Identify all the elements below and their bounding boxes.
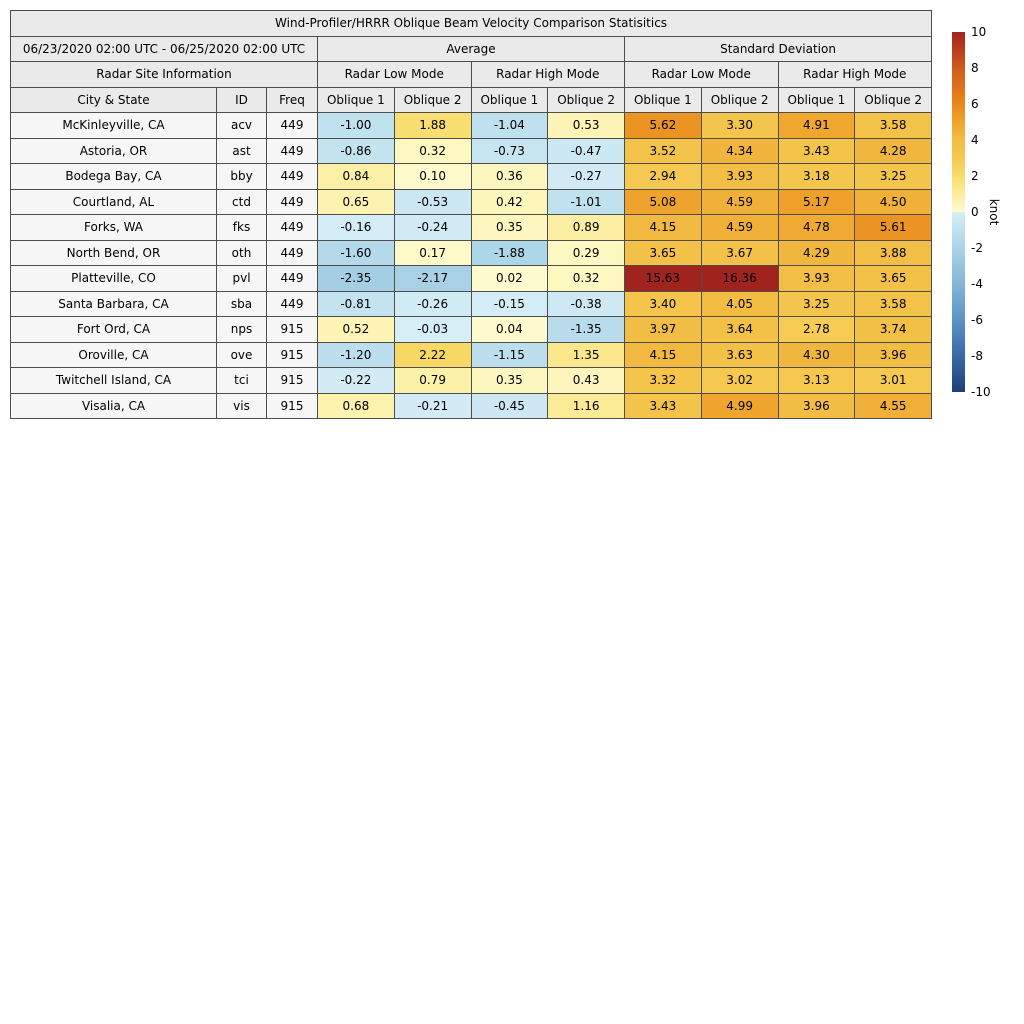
freq-cell: 449 [267,240,318,266]
value-cell: 1.88 [394,113,471,139]
colorbar-tick-label: 4 [971,133,979,147]
value-cell: 0.89 [548,215,625,241]
col-header-oblique: Oblique 1 [318,87,395,113]
value-cell: -0.26 [394,291,471,317]
colorbar [952,25,1024,399]
value-cell: 0.32 [394,138,471,164]
site-id-cell: tci [217,368,267,394]
site-id-cell: ctd [217,189,267,215]
value-cell: -1.35 [548,317,625,343]
value-cell: -0.53 [394,189,471,215]
value-cell: 3.30 [701,113,778,139]
freq-cell: 449 [267,291,318,317]
value-cell: 3.13 [778,368,855,394]
value-cell: 4.59 [701,189,778,215]
value-cell: 15.63 [625,266,702,292]
table-row [11,266,932,292]
value-cell: 3.58 [855,291,932,317]
value-cell: 1.16 [548,393,625,419]
table-row [11,317,932,343]
table-row [11,342,932,368]
value-cell: 4.05 [701,291,778,317]
city-cell: McKinleyville, CA [11,113,217,139]
value-cell: 1.35 [548,342,625,368]
city-cell: Visalia, CA [11,393,217,419]
mode-row [11,62,932,88]
city-cell: Fort Ord, CA [11,317,217,343]
value-cell: -1.00 [318,113,395,139]
value-cell: -0.24 [394,215,471,241]
table-row [11,113,932,139]
site-id-cell: bby [217,164,267,190]
value-cell: 2.22 [394,342,471,368]
site-id-cell: pvl [217,266,267,292]
site-id-cell: vis [217,393,267,419]
value-cell: 3.96 [778,393,855,419]
table-row [11,189,932,215]
value-cell: 3.32 [625,368,702,394]
value-cell: 0.53 [548,113,625,139]
freq-cell: 449 [267,138,318,164]
value-cell: 3.25 [855,164,932,190]
value-cell: 3.01 [855,368,932,394]
col-header-id: ID [217,87,267,113]
value-cell: 3.97 [625,317,702,343]
value-cell: 5.61 [855,215,932,241]
table-title: Wind-Profiler/HRRR Oblique Beam Velocity Comparison Statisitics [11,11,932,37]
value-cell: -1.88 [471,240,548,266]
section-site-info: Radar Site Information [11,62,318,88]
colorbar-tick-label: 10 [971,25,987,39]
colorbar-unit-label: knot [987,198,1001,226]
freq-cell: 449 [267,266,318,292]
col-header-freq: Freq [267,87,318,113]
value-cell: 0.17 [394,240,471,266]
city-cell: Bodega Bay, CA [11,164,217,190]
value-cell: 3.02 [701,368,778,394]
value-cell: -0.45 [471,393,548,419]
col-header-oblique: Oblique 1 [625,87,702,113]
value-cell: -1.20 [318,342,395,368]
mode-header-avg-high: Radar High Mode [471,62,625,88]
value-cell: 0.52 [318,317,395,343]
value-cell: 0.29 [548,240,625,266]
colorbar-tick-label: -8 [971,349,983,363]
freq-cell: 449 [267,164,318,190]
freq-cell: 915 [267,368,318,394]
table-row [11,138,932,164]
city-cell: Forks, WA [11,215,217,241]
value-cell: 4.29 [778,240,855,266]
value-cell: 4.91 [778,113,855,139]
value-cell: 4.15 [625,215,702,241]
value-cell: -0.73 [471,138,548,164]
col-header-oblique: Oblique 2 [548,87,625,113]
site-id-cell: acv [217,113,267,139]
value-cell: 3.52 [625,138,702,164]
value-cell: 0.79 [394,368,471,394]
city-cell: Courtland, AL [11,189,217,215]
table-row [11,393,932,419]
value-cell: -0.27 [548,164,625,190]
value-cell: -1.15 [471,342,548,368]
value-cell: 4.50 [855,189,932,215]
value-cell: 3.88 [855,240,932,266]
colorbar-tick-label: 2 [971,169,979,183]
value-cell: -0.15 [471,291,548,317]
value-cell: 3.93 [778,266,855,292]
title-row [11,11,932,37]
value-cell: 5.08 [625,189,702,215]
site-id-cell: ast [217,138,267,164]
period-cell: 06/23/2020 02:00 UTC - 06/25/2020 02:00 UTC [11,36,318,62]
col-header-oblique: Oblique 1 [471,87,548,113]
section-std-deviation: Standard Deviation [625,36,932,62]
value-cell: 4.15 [625,342,702,368]
column-header-row [11,87,932,113]
col-header-oblique: Oblique 1 [778,87,855,113]
value-cell: 3.65 [625,240,702,266]
col-header-city: City & State [11,87,217,113]
value-cell: 3.96 [855,342,932,368]
colorbar-tick-label: -6 [971,313,983,327]
value-cell: 3.18 [778,164,855,190]
value-cell: 0.10 [394,164,471,190]
city-cell: Twitchell Island, CA [11,368,217,394]
value-cell: 0.04 [471,317,548,343]
value-cell: -0.16 [318,215,395,241]
value-cell: 3.25 [778,291,855,317]
table-row [11,240,932,266]
value-cell: 4.34 [701,138,778,164]
table-row [11,164,932,190]
freq-cell: 449 [267,215,318,241]
value-cell: 3.58 [855,113,932,139]
value-cell: 3.65 [855,266,932,292]
colorbar-tick-label: -2 [971,241,983,255]
value-cell: 3.43 [778,138,855,164]
value-cell: 3.74 [855,317,932,343]
value-cell: 3.67 [701,240,778,266]
value-cell: -1.60 [318,240,395,266]
city-cell: Platteville, CO [11,266,217,292]
city-cell: Oroville, CA [11,342,217,368]
value-cell: 4.55 [855,393,932,419]
section-average: Average [318,36,625,62]
table-body [11,113,932,419]
city-cell: Astoria, OR [11,138,217,164]
value-cell: 5.17 [778,189,855,215]
site-id-cell: fks [217,215,267,241]
value-cell: 0.02 [471,266,548,292]
value-cell: 4.30 [778,342,855,368]
colorbar-tick-label: 8 [971,61,979,75]
colorbar-tick-label: 0 [971,205,979,219]
value-cell: -2.17 [394,266,471,292]
value-cell: -0.86 [318,138,395,164]
value-cell: -0.21 [394,393,471,419]
value-cell: 3.93 [701,164,778,190]
value-cell: -0.03 [394,317,471,343]
value-cell: 3.40 [625,291,702,317]
col-header-oblique: Oblique 2 [394,87,471,113]
value-cell: 5.62 [625,113,702,139]
colorbar-tick-label: -4 [971,277,983,291]
table-row [11,368,932,394]
value-cell: -0.47 [548,138,625,164]
table-row [11,215,932,241]
site-id-cell: nps [217,317,267,343]
section-row [11,36,932,62]
mode-header-avg-low: Radar Low Mode [318,62,472,88]
city-cell: Santa Barbara, CA [11,291,217,317]
colorbar-gradient [952,32,965,392]
value-cell: 0.65 [318,189,395,215]
value-cell: -0.22 [318,368,395,394]
site-id-cell: oth [217,240,267,266]
stats-table [10,10,932,419]
value-cell: 0.68 [318,393,395,419]
freq-cell: 915 [267,393,318,419]
city-cell: North Bend, OR [11,240,217,266]
value-cell: 0.43 [548,368,625,394]
site-id-cell: ove [217,342,267,368]
value-cell: 4.99 [701,393,778,419]
value-cell: 2.78 [778,317,855,343]
value-cell: 16.36 [701,266,778,292]
value-cell: 0.36 [471,164,548,190]
value-cell: 0.42 [471,189,548,215]
freq-cell: 915 [267,317,318,343]
value-cell: 4.59 [701,215,778,241]
table-row [11,291,932,317]
freq-cell: 915 [267,342,318,368]
value-cell: 3.64 [701,317,778,343]
value-cell: -0.81 [318,291,395,317]
colorbar-tick-label: 6 [971,97,979,111]
site-id-cell: sba [217,291,267,317]
value-cell: 3.43 [625,393,702,419]
freq-cell: 449 [267,113,318,139]
value-cell: 3.63 [701,342,778,368]
value-cell: 2.94 [625,164,702,190]
freq-cell: 449 [267,189,318,215]
value-cell: 0.32 [548,266,625,292]
value-cell: 0.35 [471,368,548,394]
value-cell: 4.78 [778,215,855,241]
value-cell: -1.04 [471,113,548,139]
value-cell: -2.35 [318,266,395,292]
value-cell: 0.84 [318,164,395,190]
colorbar-tick-label: -10 [971,385,991,399]
col-header-oblique: Oblique 2 [855,87,932,113]
value-cell: 4.28 [855,138,932,164]
value-cell: -1.01 [548,189,625,215]
col-header-oblique: Oblique 2 [701,87,778,113]
mode-header-std-low: Radar Low Mode [625,62,779,88]
mode-header-std-high: Radar High Mode [778,62,932,88]
value-cell: -0.38 [548,291,625,317]
value-cell: 0.35 [471,215,548,241]
